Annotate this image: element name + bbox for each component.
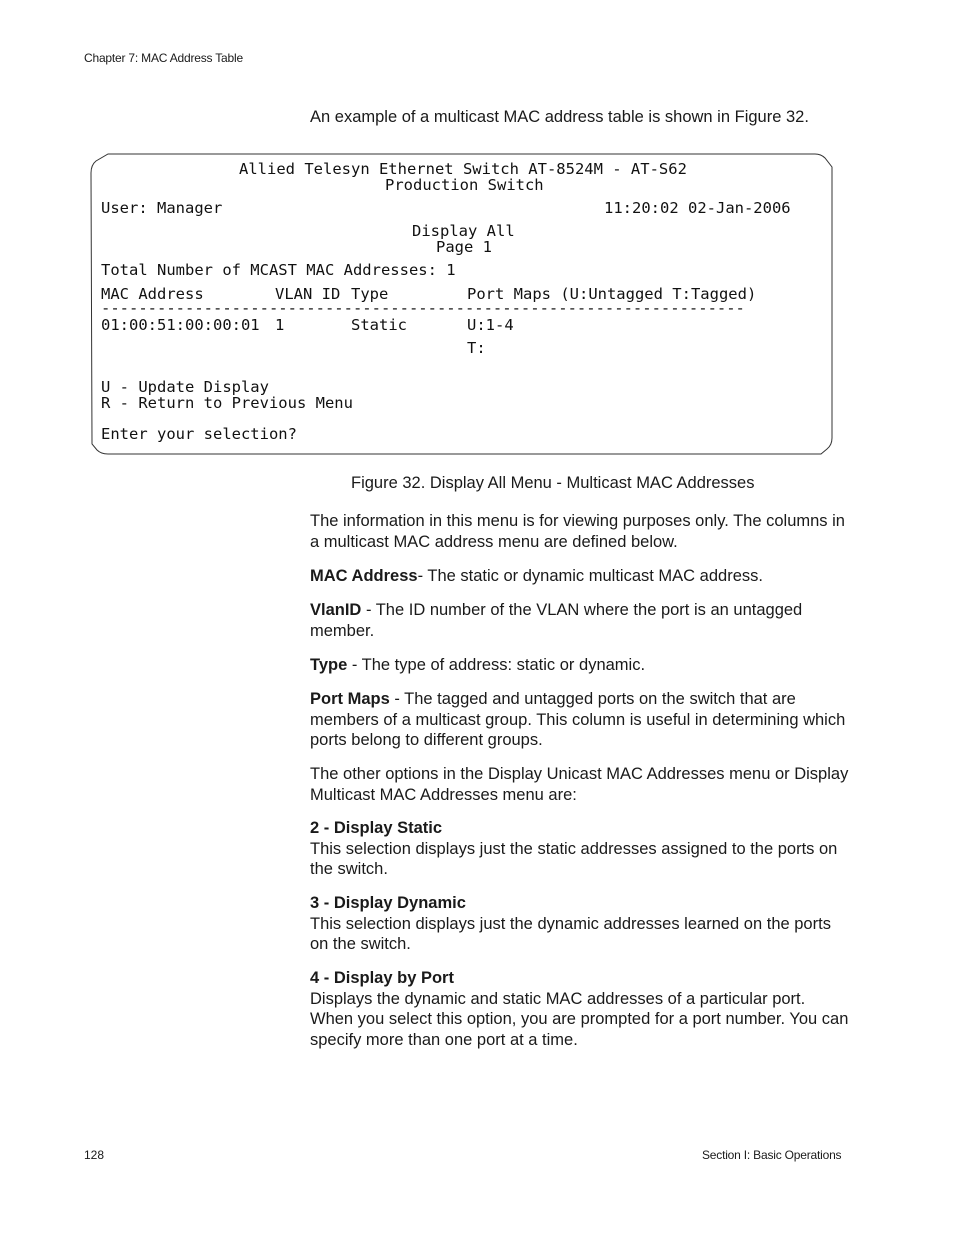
definition-vlan: [310, 600, 850, 641]
row-type: Static: [351, 316, 407, 334]
row-mac: 01:00:51:00:00:01: [101, 316, 260, 334]
column-mac: MAC Address: [101, 285, 204, 303]
def-ports: - The tagged and untagged ports on the switch that are members of a multicast group. This column is useful in determining which ports belong to different groups.: [310, 690, 846, 749]
column-vlan: VLAN ID: [275, 285, 341, 303]
column-type: Type: [351, 285, 389, 303]
intro-text: An example of a multicast MAC address table is shown in Figure 32.: [310, 108, 809, 126]
option-static-desc: This selection displays just the static addresses assigned to the ports on the switch.: [310, 839, 838, 878]
definition-ports: [310, 689, 850, 751]
definition-mac: [310, 566, 850, 587]
option-update: U - Update Display: [101, 378, 269, 396]
option-by-port-title: 4 - Display by Port: [310, 969, 454, 987]
chapter-header: Chapter 7: MAC Address Table: [84, 51, 243, 65]
term-type: Type: [310, 656, 348, 674]
paragraph-other-options: The other options in the Display Unicast MAC Addresses menu or Display Multicast MAC Addresses menu are:: [310, 765, 849, 804]
terminal-datetime: 11:20:02 02-Jan-2006: [604, 199, 791, 217]
terminal-title: Allied Telesyn Ethernet Switch AT-8524M - AT-S62: [239, 160, 687, 178]
option-static-title: 2 - Display Static: [310, 819, 443, 837]
term-vlan: VlanID: [310, 601, 362, 619]
row-vlan: 1: [275, 316, 285, 334]
def-type: - The type of address: static or dynamic.: [347, 656, 646, 674]
column-ports: Port Maps (U:Untagged T:Tagged): [467, 285, 757, 303]
option-dynamic-title: 3 - Display Dynamic: [310, 894, 466, 912]
option-static: [310, 818, 850, 880]
page-number: 128: [84, 1148, 105, 1162]
terminal-page: Page 1: [436, 238, 492, 256]
def-vlan: - The ID number of the VLAN where the port is an untagged member.: [310, 601, 803, 640]
terminal-prompt: Enter your selection?: [101, 425, 297, 443]
row-tagged: T:: [467, 339, 486, 357]
paragraph-info: The information in this menu is for viewing purposes only. The columns in a multicast MAC address menu are defined below.: [310, 512, 845, 551]
def-mac: - The static or dynamic multicast MAC address.: [417, 567, 763, 585]
term-mac: MAC Address: [310, 567, 418, 585]
option-by-port-desc: Displays the dynamic and static MAC addresses of a particular port. When you select this option, you are prompted for a port number. You can specify more than one port at a time.: [310, 989, 849, 1049]
option-by-port: [310, 968, 850, 1050]
section-footer: Section I: Basic Operations: [702, 1148, 842, 1162]
definition-type: [310, 655, 850, 676]
terminal-total: Total Number of MCAST MAC Addresses: 1: [101, 261, 456, 279]
terminal-user: User: Manager: [101, 199, 223, 217]
term-ports: Port Maps: [310, 690, 390, 708]
option-dynamic: [310, 893, 850, 955]
figure-caption: Figure 32. Display All Menu - Multicast MAC Addresses: [351, 474, 755, 492]
terminal-subtitle: Production Switch: [385, 176, 544, 194]
terminal-menu-title: Display All: [412, 222, 515, 240]
terminal-divider: ---------------------------------------------------------------------: [101, 299, 745, 317]
option-dynamic-desc: This selection displays just the dynamic addresses learned on the ports on the switch.: [310, 914, 831, 953]
row-untagged: U:1-4: [467, 316, 514, 334]
option-return: R - Return to Previous Menu: [101, 394, 353, 412]
